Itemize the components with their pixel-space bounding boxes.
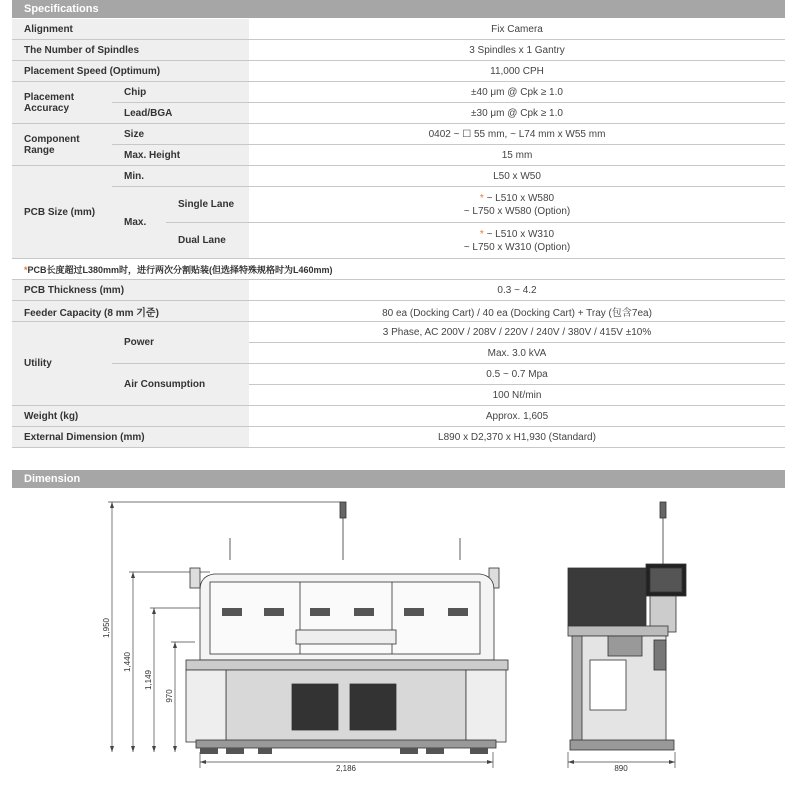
- table-row: [12, 364, 785, 385]
- height-1440-label: 1,440: [123, 651, 132, 673]
- dimension-drawing: [0, 490, 800, 800]
- single-lane-label: Single Lane: [166, 187, 249, 223]
- bga-label: Lead/BGA: [112, 103, 249, 124]
- height-1149-label: 1,149: [144, 669, 153, 691]
- chip-label: Chip: [112, 82, 249, 103]
- power-label: Power: [112, 322, 249, 364]
- weight-label: Weight (kg): [12, 406, 249, 427]
- table-row: [12, 82, 785, 103]
- power-value: 3 Phase, AC 200V / 208V / 220V / 240V / 380V / 415V ±10%: [249, 322, 785, 343]
- asterisk-mark: *: [479, 228, 484, 240]
- table-row: [12, 61, 785, 82]
- table-row: [12, 322, 785, 343]
- table-row: [12, 187, 785, 223]
- max-height-value: 15 mm: [249, 145, 785, 166]
- thickness-label: PCB Thickness (mm): [12, 280, 249, 301]
- pcb-min-value: L50 x W50: [249, 166, 785, 187]
- chip-value: ±40 μm @ Cpk ≥ 1.0: [249, 82, 785, 103]
- speed-value: 11,000 CPH: [249, 61, 785, 82]
- spindles-value: 3 Spindles x 1 Gantry: [249, 40, 785, 61]
- dual-lane-value: * ~ L510 x W310 ~ L750 x W310 (Option): [249, 223, 785, 259]
- specifications-table: [12, 19, 785, 448]
- air-label: Air Consumption: [112, 364, 249, 406]
- alignment-value: Fix Camera: [249, 19, 785, 40]
- thickness-value: 0.3 ~ 4.2: [249, 280, 785, 301]
- asterisk-mark: *: [479, 192, 484, 204]
- spindles-label: The Number of Spindles: [12, 40, 249, 61]
- feeder-value: 80 ea (Docking Cart) / 40 ea (Docking Cart) + Tray (包含7ea): [249, 301, 785, 322]
- table-row: [12, 145, 785, 166]
- side-view-machine: [568, 502, 686, 750]
- height-970-label: 970: [165, 689, 174, 703]
- speed-label: Placement Speed (Optimum): [12, 61, 249, 82]
- table-row: [12, 19, 785, 40]
- external-dimension-label: External Dimension (mm): [12, 427, 249, 448]
- size-label: Size: [112, 124, 249, 145]
- dual-lane-label: Dual Lane: [166, 223, 249, 259]
- air-flow-value: 100 Nℓ/min: [249, 385, 785, 406]
- accuracy-label: Placement Accuracy: [12, 82, 112, 124]
- width-side-label: 890: [614, 764, 628, 773]
- front-view-machine: [186, 502, 508, 754]
- air-pressure-value: 0.5 ~ 0.7 Mpa: [249, 364, 785, 385]
- pcb-min-label: Min.: [112, 166, 249, 187]
- specifications-header: Specifications: [12, 0, 785, 18]
- power-max-value: Max. 3.0 kVA: [249, 343, 785, 364]
- pcb-max-label: Max.: [112, 187, 166, 259]
- feeder-label: Feeder Capacity (8 mm 기준): [12, 301, 249, 322]
- dimension-header: Dimension: [12, 470, 785, 488]
- height-total-label: 1,950: [102, 617, 111, 639]
- max-height-label: Max. Height: [112, 145, 249, 166]
- utility-label: Utility: [12, 322, 112, 406]
- table-row: [12, 40, 785, 61]
- table-row: [12, 427, 785, 448]
- table-row: [12, 103, 785, 124]
- component-label: Component Range: [12, 124, 112, 166]
- external-dimension-value: L890 x D2,370 x H1,930 (Standard): [249, 427, 785, 448]
- width-front-label: 2,186: [335, 764, 357, 773]
- table-row: [12, 166, 785, 187]
- weight-value: Approx. 1,605: [249, 406, 785, 427]
- table-row: [12, 280, 785, 301]
- table-row: [12, 301, 785, 322]
- bga-value: ±30 μm @ Cpk ≥ 1.0: [249, 103, 785, 124]
- pcb-note: *PCB长度超过L380mm时，进行两次分割贴装(但选择特殊规格时为L460mm): [12, 259, 785, 280]
- table-row: [12, 124, 785, 145]
- table-row: [12, 259, 785, 280]
- pcb-size-label: PCB Size (mm): [12, 166, 112, 259]
- size-value: 0402 ~ ☐ 55 mm, ~ L74 mm x W55 mm: [249, 124, 785, 145]
- table-row: [12, 406, 785, 427]
- alignment-label: Alignment: [12, 19, 249, 40]
- single-lane-value: * ~ L510 x W580 ~ L750 x W580 (Option): [249, 187, 785, 223]
